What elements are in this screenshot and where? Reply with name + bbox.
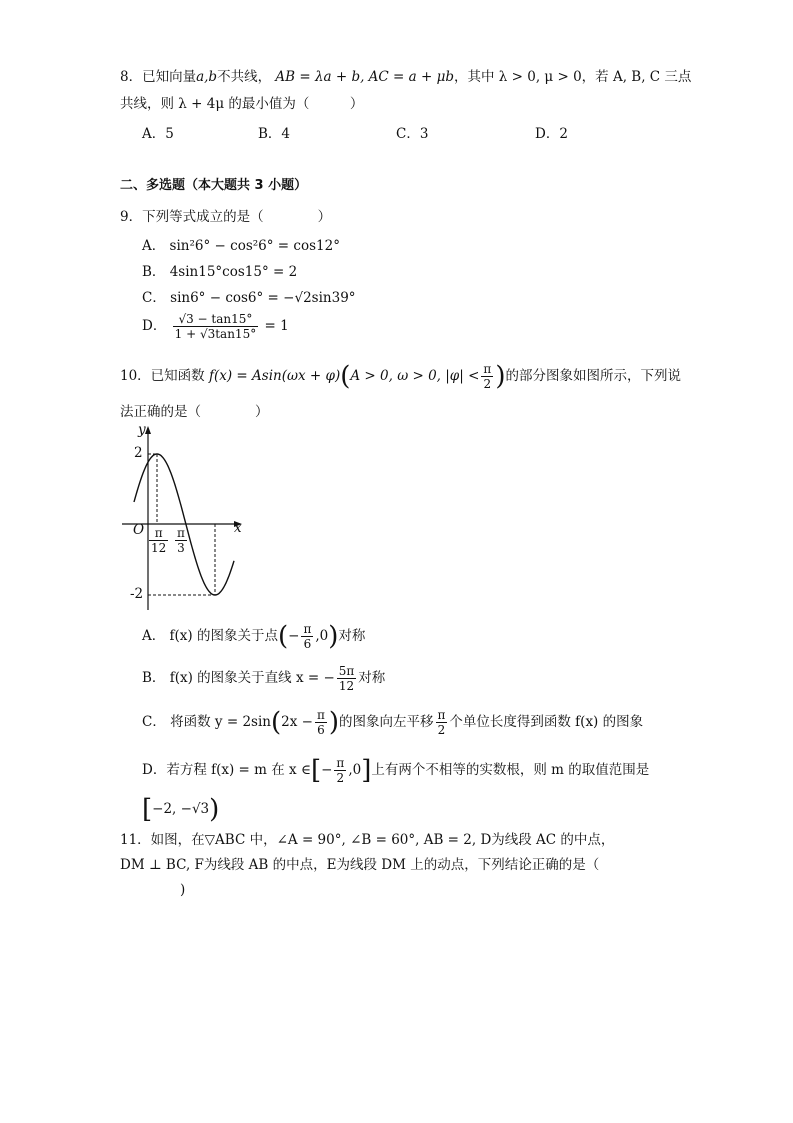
q10-b-text2: 对称	[358, 670, 386, 686]
q8-line2: 共线，则 λ + 4μ 的最小值为（ ）	[120, 96, 364, 112]
q10-c-text3: 个单位长度得到函数 f(x) 的图象	[449, 714, 644, 730]
q10-b-label: B．	[142, 670, 166, 686]
q8-option-a[interactable]: A．5	[142, 126, 174, 142]
q10-prefix: 10．已知函数	[120, 368, 205, 384]
q10-a-paren-close: )	[328, 621, 339, 652]
q10-option-c[interactable]	[142, 708, 643, 737]
q9-b-label: B．	[142, 264, 166, 280]
q10-a-fraction	[301, 622, 313, 651]
q9-option-a[interactable]	[142, 234, 340, 254]
q10-line2: 法正确的是（ ）	[120, 404, 269, 420]
q10-suffix: 的部分图象如图所示，下列说	[505, 368, 681, 384]
q10-b-den: 12	[338, 679, 355, 693]
q10-d-text2: 上有两个不相等的实数根，则 m 的取值范围是	[371, 762, 650, 778]
q10-graph	[120, 424, 250, 614]
q10-paren-close: )	[495, 361, 506, 392]
q10-option-a[interactable]: A． f(x) 的图象关于点(− $\frac{\pi}{6}$ ,0)对称	[142, 621, 366, 652]
q10-c-paren-close: )	[328, 707, 339, 738]
graph-y-label: y	[138, 422, 146, 438]
q10-c-paren-open: (	[270, 707, 282, 738]
q8-option-b[interactable]: B．4	[258, 126, 291, 142]
q8-line1	[120, 67, 691, 87]
q10-pi: π	[483, 362, 492, 376]
q9-option-c[interactable]	[142, 286, 356, 306]
q10-a-text1: f(x) 的图象关于点	[169, 628, 278, 644]
q8-not-collinear: 不共线，	[217, 69, 272, 85]
q10-c-text1: 将函数 y = 2sin	[170, 714, 271, 730]
q8-vectors: a,b	[196, 69, 218, 85]
section-heading: 二、多选题（本大题共 3 小题）	[120, 178, 308, 193]
q8-condition: ，其中 λ > 0, μ > 0，若 A, B, C 三点	[454, 69, 692, 85]
q11-line1: 11．如图，在▽ABC 中，∠A = 90°, ∠B = 60°, AB = 2, D为线段 AC 的中点，	[120, 832, 615, 848]
q9-d-label: D．	[142, 318, 167, 334]
q10-paren-open: (	[340, 361, 351, 392]
tick2-den: 3	[177, 541, 185, 555]
q10-func: f(x) = Asin(ωx + φ)	[208, 368, 341, 384]
q10-b-num: 5π	[338, 664, 355, 678]
q10-d-text1: 若方程 f(x) = m 在 x ∈	[166, 762, 311, 778]
graph-y-min: -2	[130, 586, 144, 602]
q10-a-text2: 对称	[338, 628, 366, 644]
q10-d-range-close: )	[209, 794, 220, 825]
q10-c-num2: π	[437, 708, 446, 722]
q10-d-den: 2	[336, 771, 345, 785]
q9-d-fraction	[173, 312, 259, 341]
q8-option-d[interactable]: D．2	[535, 126, 568, 142]
q10-d-range-open: [	[142, 794, 153, 825]
q10-d-bracket-close: ]	[361, 755, 372, 786]
q11-line2: DM ⊥ BC, F为线段 AB 的中点，E为线段 DM 上的动点，下列结论正确的是（	[120, 857, 600, 873]
q10-fraction	[481, 362, 493, 391]
q10-cond: A > 0, ω > 0, |φ| <	[350, 368, 480, 384]
q10-c-fraction	[315, 708, 327, 737]
q10-a-label: A．	[142, 628, 166, 644]
q10-b-fraction	[337, 664, 357, 693]
q10-b-text1: f(x) 的图象关于直线 x = −	[169, 670, 335, 686]
q9-stem: 9．下列等式成立的是（ ）	[120, 209, 332, 225]
q10-option-b[interactable]	[142, 664, 385, 693]
q10-c-den: 6	[317, 723, 325, 737]
q11-line3: )	[180, 882, 186, 898]
q9-c-expr: sin6° − cos6° = −√2sin39°	[170, 290, 356, 306]
graph-y-max: 2	[134, 445, 143, 461]
q10-line1	[120, 362, 681, 391]
q9-option-b[interactable]	[142, 260, 297, 280]
tick1-num: π	[149, 526, 168, 541]
q10-c-label: C．	[142, 714, 166, 730]
q9-a-label: A．	[142, 238, 166, 254]
q10-d-label: D．	[142, 762, 167, 778]
graph-tick-pi-12	[149, 526, 168, 555]
q10-d-num: π	[336, 756, 345, 770]
q9-c-label: C．	[142, 290, 166, 306]
q9-a-expr: sin²6° − cos²6° = cos12°	[169, 238, 340, 254]
graph-tick-pi-3	[175, 526, 187, 555]
tick1-den: 12	[151, 541, 167, 555]
q8-vector-expr: AB = λa + b, AC = a + μb	[275, 69, 454, 85]
q9-d-den: 1 + √3tan15°	[174, 327, 257, 341]
graph-x-label: x	[234, 520, 242, 536]
q9-option-d[interactable]	[142, 312, 289, 341]
q10-a-paren-open: (	[277, 621, 289, 652]
q10-a-den: 6	[303, 637, 312, 651]
q10-d-range: −2, −√3	[152, 801, 210, 817]
q10-c-den2: 2	[437, 723, 446, 737]
q8-option-c[interactable]: C．3	[396, 126, 429, 142]
tick2-num: π	[177, 526, 185, 540]
q10-two: 2	[483, 377, 492, 391]
q9-b-expr: 4sin15°cos15° = 2	[169, 264, 298, 280]
q10-a-num: π	[303, 622, 312, 636]
q8-prefix: 8．已知向量	[120, 69, 197, 85]
q9-d-rhs: = 1	[264, 318, 289, 334]
q10-c-text2: 的图象向左平移	[339, 714, 434, 730]
q10-option-d[interactable]: D．若方程 f(x) = m 在 x ∈[− $\frac{\pi}{2}$ ,0]上有两个不相等的实数根，则 m 的取值范围是	[142, 755, 650, 786]
graph-origin: O	[133, 522, 145, 538]
q10-c-num: π	[316, 708, 325, 722]
q9-d-num: √3 − tan15°	[173, 312, 259, 327]
q10-c-fraction2	[436, 708, 448, 737]
q10-d-bracket-open: [	[310, 755, 322, 786]
q10-c-inner: 2x −	[281, 714, 313, 730]
q10-d-fraction	[334, 756, 346, 785]
q10-option-d-range	[142, 794, 220, 825]
